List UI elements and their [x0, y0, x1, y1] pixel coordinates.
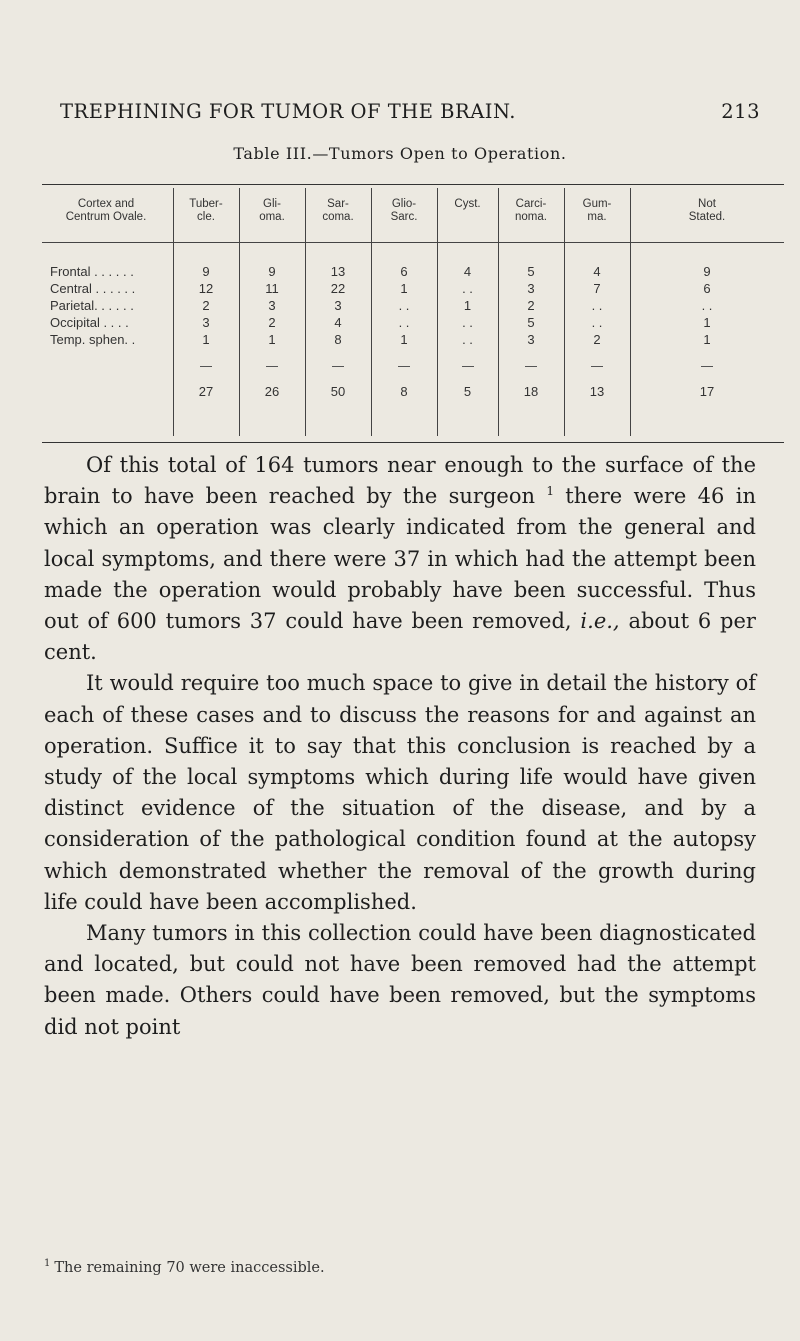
paragraph-1-ie: i.e., — [580, 609, 620, 634]
column-header: Glio- Sarc. — [390, 198, 418, 223]
column-header: Tuber- cle. — [189, 198, 223, 223]
row-label: Parietal. . . . . . — [50, 298, 134, 313]
total-cell: 18 — [523, 384, 539, 399]
table-cell: 3 — [334, 298, 342, 313]
paragraph-1-part-b: there were 46 in which an operation was clearly indicated from the general and local symptoms, and there were 37 in which had the attempt been made the operation would probably have been successful. Thus out of 600 tumors 37 could have been removed, — [44, 484, 756, 634]
total-dash — [591, 366, 603, 367]
table-cell: 13 — [330, 264, 346, 279]
table-cell: . . — [462, 332, 473, 347]
table-cell: 1 — [202, 332, 210, 347]
table-cell: 9 — [202, 264, 210, 279]
table-cell: 4 — [463, 264, 472, 279]
table-cell: 1 — [400, 332, 408, 347]
tumor-table — [42, 180, 784, 443]
table-cell: 1 — [268, 332, 276, 347]
table-cell: 6 — [400, 264, 408, 279]
table-cell: 3 — [527, 332, 535, 347]
table-bottom-rule — [42, 442, 784, 443]
table-cell: . . — [591, 298, 603, 313]
total-cell: 50 — [330, 384, 346, 399]
total-dash — [332, 366, 344, 367]
table-cell: 12 — [198, 281, 214, 296]
table-cell: . . — [462, 281, 473, 296]
table-cell: 8 — [334, 332, 342, 347]
table-cell: 3 — [202, 315, 210, 330]
total-cell: 26 — [264, 384, 280, 399]
table-cell: 9 — [703, 264, 711, 279]
table-cell: 7 — [593, 281, 601, 296]
table-cell: 3 — [268, 298, 276, 313]
total-dash — [525, 366, 537, 367]
row-header: Cortex and Centrum Ovale. — [65, 198, 147, 223]
total-cell: 17 — [699, 384, 715, 399]
column-header: Cyst. — [454, 198, 481, 210]
header-rule — [42, 242, 784, 243]
column-header: Gum- ma. — [582, 198, 612, 223]
paragraph-1-part-c: about 6 per cent. — [44, 609, 756, 665]
table-cell: 3 — [527, 281, 535, 296]
footnote-mark: 1 — [44, 1258, 51, 1269]
table-caption: Table III.—Tumors Open to Operation. — [233, 144, 567, 163]
column-header: Carci- noma. — [515, 198, 547, 223]
table-cell: 4 — [334, 315, 342, 330]
table-cell: 6 — [703, 281, 711, 296]
paragraph-1 — [44, 450, 756, 668]
table-cell: 22 — [330, 281, 346, 296]
total-cell: 8 — [400, 384, 408, 399]
row-label: Frontal . . . . . . — [50, 264, 134, 279]
column-header: Not Stated. — [688, 198, 726, 223]
table-cell: 5 — [527, 264, 535, 279]
total-cell: 27 — [198, 384, 214, 399]
paragraph-2: It would require too much space to give in detail the history of each of these cases and to discuss the reasons for and against an operation. Suffice it to say that this conclusion is reached by a study of the local symptoms which during life would have given distinct evidence of the situation of the disease, and by a consideration of the pathological condition found at the autopsy which demonstrated whether the removal of the growth during life could have been accomplished. — [44, 671, 756, 914]
running-header — [60, 100, 760, 123]
page-number: 213 — [721, 100, 760, 123]
column-header: Gli- oma. — [259, 198, 285, 223]
row-label: Temp. sphen. . — [50, 332, 136, 347]
table-cell: 1 — [400, 281, 408, 296]
table-top-rule — [42, 184, 784, 185]
total-cell: 13 — [589, 384, 605, 399]
column-header: Sar- coma. — [322, 198, 354, 223]
total-dash — [266, 366, 278, 367]
table-cell: 1 — [463, 298, 472, 313]
table-cell: . . — [701, 298, 713, 313]
table-cell: 9 — [268, 264, 276, 279]
table-cell: 2 — [527, 298, 535, 313]
total-dash — [701, 366, 713, 367]
table-cell: 4 — [593, 264, 601, 279]
table-cell: . . — [462, 315, 473, 330]
table-cell: 2 — [593, 332, 601, 347]
body-text — [44, 450, 756, 1043]
table-cell: 5 — [527, 315, 535, 330]
paragraph-3: Many tumors in this collection could have been diagnosticated and located, but could not have been removed had the attempt been made. Others could have been removed, but the symptoms did not point — [44, 921, 756, 1039]
row-label: Occipital . . . . — [50, 315, 129, 330]
total-dash — [398, 366, 410, 367]
table-cell: . . — [398, 315, 410, 330]
table-cell: . . — [591, 315, 603, 330]
total-dash — [462, 366, 474, 367]
table-cell: 11 — [265, 281, 279, 296]
paragraph-1-part-a: Of this total of 164 tumors near enough to the surface of the brain to have been reached by the surgeon — [44, 453, 756, 509]
total-cell: 5 — [463, 384, 472, 399]
running-title: TREPHINING FOR TUMOR OF THE BRAIN. — [60, 100, 516, 123]
table-cell: 1 — [703, 315, 711, 330]
table-cell: 2 — [268, 315, 276, 330]
table-cell: . . — [398, 298, 410, 313]
footnote-reference: 1 — [546, 484, 554, 499]
table-cell: 1 — [703, 332, 711, 347]
total-dash — [200, 366, 212, 367]
table-cell: 2 — [202, 298, 210, 313]
footnote-text: The remaining 70 were inaccessible. — [54, 1259, 325, 1276]
footnote — [44, 1258, 756, 1276]
row-label: Central . . . . . . — [50, 281, 136, 296]
